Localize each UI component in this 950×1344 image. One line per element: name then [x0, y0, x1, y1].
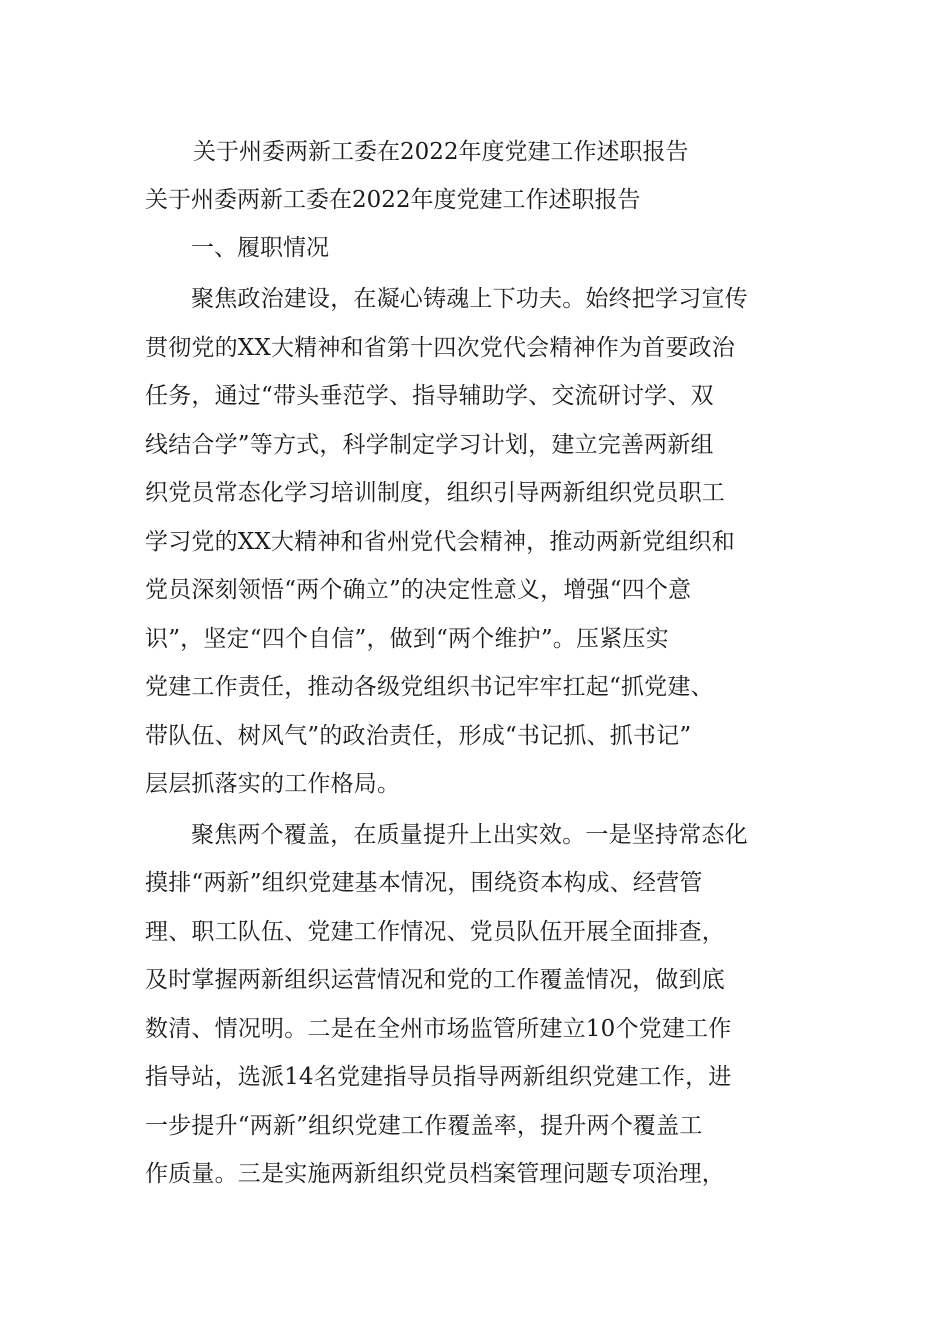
paragraph-line: 党员深刻领悟“两个确立”的决定性意义，增强“四个意: [145, 577, 692, 603]
paragraph-political-construction: [145, 275, 807, 809]
paragraph-line: 聚焦两个覆盖，在质量提升上出实效。一是坚持常态化: [191, 821, 748, 848]
document-body: [145, 128, 807, 1201]
paragraph-line: 识”，坚定“四个自信”，做到“两个维护”。压紧压实: [145, 625, 669, 652]
paragraph-line: 任务，通过“带头垂范学、指导辅助学、交流研讨学、双: [145, 383, 714, 409]
paragraph-line: 聚焦政治建设，在凝心铸魂上下功夫。始终把学习宣传: [191, 286, 748, 312]
paragraph-line: 织党员常态化学习培训制度，组织引导两新组织党员职工: [145, 480, 725, 506]
paragraph-line: 带队伍、树风气”的政治责任，形成“书记抓、抓书记”: [145, 722, 692, 749]
paragraph-line: 及时掌握两新组织运营情况和党的工作覆盖情况，做到底: [145, 967, 725, 993]
paragraph-line: 指导站，选派14名党建指导员指导两新组织党建工作，进: [145, 1064, 732, 1090]
paragraph-line: 党建工作责任，推动各级党组织书记牢牢扛起“抓党建、: [145, 674, 714, 700]
paragraph-line: 理、职工队伍、党建工作情况、党员队伍开展全面排查，: [145, 918, 725, 945]
paragraph-line: 一步提升“两新”组织党建工作覆盖率，提升两个覆盖工: [145, 1112, 703, 1139]
paragraph-two-coverages: [145, 811, 807, 1199]
paragraph-line: 数清、情况明。二是在全州市场监管所建立10个党建工作: [145, 1015, 732, 1042]
paragraph-line: 层层抓落实的工作格局。: [145, 771, 401, 797]
document-title: 关于州委两新工委在2022年度党建工作述职报告: [193, 139, 689, 165]
section-heading: 一、履职情况: [191, 235, 329, 261]
paragraph-line: 线结合学”等方式，科学制定学习计划，建立完善两新组: [145, 431, 714, 458]
paragraph-line: 作质量。三是实施两新组织党员档案管理问题专项治理，: [145, 1161, 725, 1187]
paragraph-line: 摸排“两新”组织党建基本情况，围绕资本构成、经营管: [145, 870, 703, 896]
document-subtitle: 关于州委两新工委在2022年度党建工作述职报告: [145, 187, 641, 213]
paragraph-line: 学习党的XX大精神和省州党代会精神，推动两新党组织和: [145, 528, 735, 555]
paragraph-line: 贯彻党的XX大精神和省第十四次党代会精神作为首要政治: [145, 334, 735, 361]
